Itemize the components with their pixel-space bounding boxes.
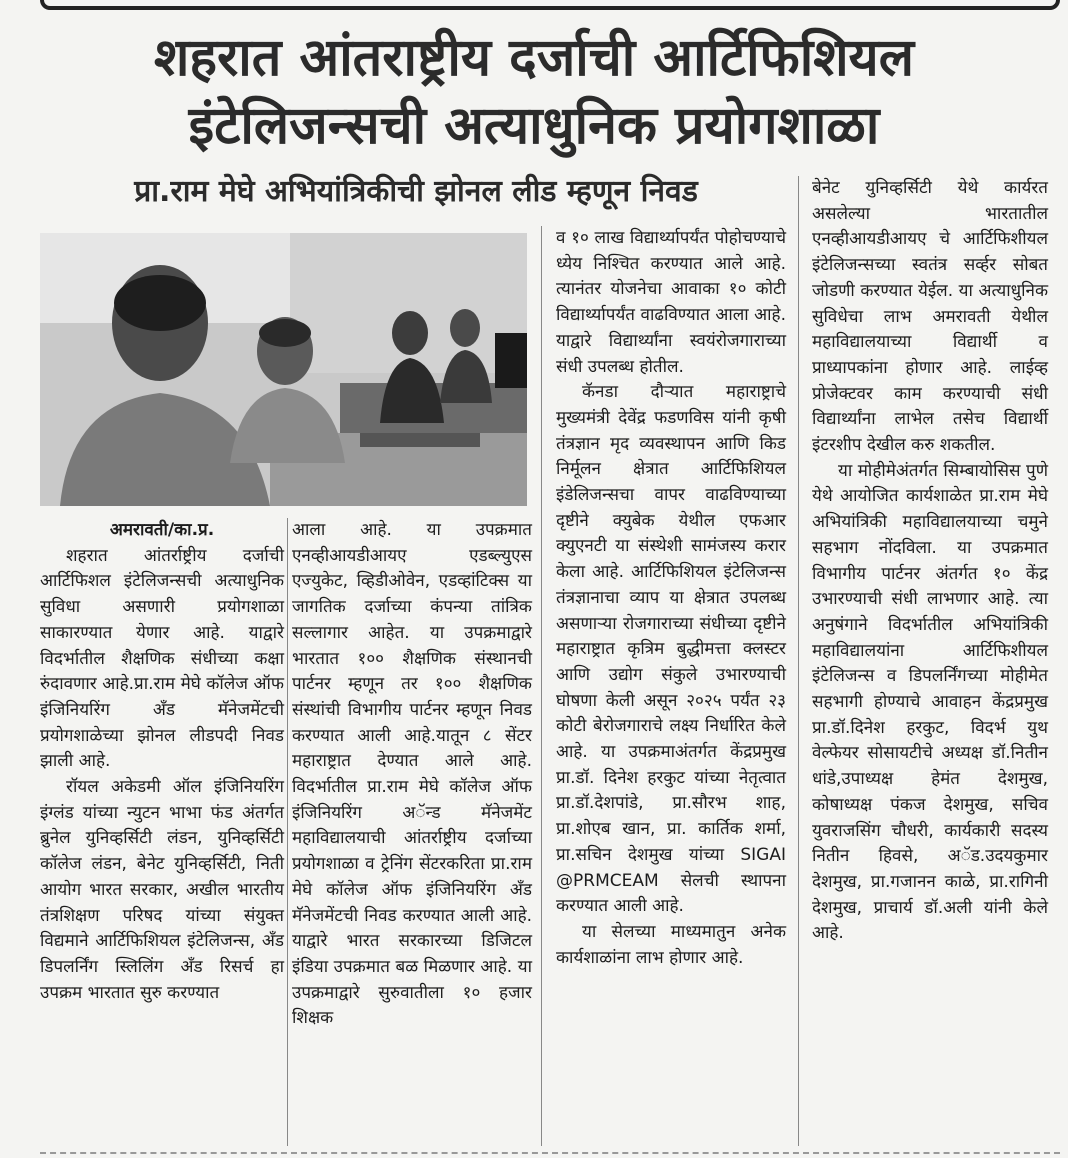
article-column-2 xyxy=(292,518,532,1032)
paragraph: शहरात आंतर्राष्ट्रीय दर्जाची आर्टिफिशल इंटेलिजन्सची अत्याधुनिक सुविधा असणारी प्रयोगशाळा साकारण्यात येणार आहे. याद्वारे विदर्भातील शैक्षणिक संधीच्या कक्षा रुंदावणार आहे.प्रा.राम मेघे कॉलेज ऑफ इंजिनियरिंग अँड मॅनेजमेंटची प्रयोगशाळेच्या झोनल लीडपदी निवड झाली आहे. xyxy=(40,545,284,772)
paragraph: बेनेट युनिव्हर्सिटी येथे कार्यरत असलेल्या भारतातील एनव्हीआयडीआयए चे आर्टिफिशीयल इंटेलिजन्सच्या स्वतंत्र सर्व्हर सोबत जोडणी करण्यात येईल. या अत्याधुनिक सुविधेचा लाभ अमरावती येथील महाविद्यालयाच्या विद्यार्थी व प्राध्यापकांना होणार आहे. लाईव्ह प्रोजेक्टवर काम करण्याची संधी विद्यार्थ्यांना लाभेल तसेच विद्यार्थी इंटरशीप देखील करु शकतील. xyxy=(812,178,1048,456)
column-divider xyxy=(798,176,799,1146)
article-column-3 xyxy=(556,226,786,971)
article-photo xyxy=(40,233,527,506)
column-divider xyxy=(541,226,542,1146)
column-divider xyxy=(287,518,288,1146)
dateline: अमरावती/का.प्र. xyxy=(109,520,215,540)
bottom-cut-line xyxy=(40,1152,1060,1154)
headline-line-2: इंटेलिजन्सची अत्याधुनिक प्रयोगशाळा xyxy=(188,96,880,156)
article-column-1 xyxy=(40,518,284,1006)
photo-illustration xyxy=(40,233,527,506)
article-column-4 xyxy=(812,176,1048,947)
paragraph: या सेलच्या माध्यमातुन अनेक कार्यशाळांना लाभ होणार आहे. xyxy=(556,921,786,968)
headline-line-1: शहरात आंतराष्ट्रीय दर्जाची आर्टिफिशियल xyxy=(154,28,914,88)
paragraph: व १० लाख विद्यार्थ्यापर्यंत पोहोचण्याचे ध्येय निश्चित करण्यात आले आहे. त्यानंतर योजनेचा आवाका १० कोटी विद्यार्थ्यापर्यंत वाढविण्यात आला आहे. याद्वारे विद्यार्थ्यांना स्वयंरोजगाराच्या संधी उपलब्ध होतील. xyxy=(556,228,786,377)
paragraph: या मोहीमेअंतर्गत सिम्बायोसिस पुणे येथे आयोजित कार्यशाळेत प्रा.राम मेघे अभियांत्रिकी महाविद्यालयाच्या चमुने सहभाग नोंदविला. या उपक्रमात विभागीय पार्टनर अंतर्गत १० केंद्र उभारण्याची संधी लाभणार आहे. त्या अनुषंगाने विदर्भातील अभियांत्रिकी महाविद्यालयांना आर्टिफिशीयल इंटेलिजन्स व डिपलर्निंगच्या मोहीमेत सहभागी होण्याचे आवाहन केंद्रप्रमुख प्रा.डॉ.दिनेश हरकुट, विदर्भ युथ वेल्फेयर सोसायटीचे अध्यक्ष डॉ.नितीन धांडे,उपाध्यक्ष हेमंत देशमुख, कोषाध्यक्ष पंकज देशमुख, सचिव युवराजसिंग चौधरी, कार्यकारी सदस्य नितीन हिवसे, अॅड.उदयकुमार देशमुख, प्रा.गजानन काळे, प्रा.रागिनी देशमुख, प्राचार्य डॉ.अली यांनी केले आहे. xyxy=(812,460,1048,944)
subheadline: प्रा.राम मेघे अभियांत्रिकीची झोनल लीड म्हणून निवड xyxy=(134,174,698,209)
paragraph: रॉयल अकेडमी ऑल इंजिनियरिंग इंग्लंड यांच्या न्युटन भाभा फंड अंतर्गत ब्रुनेल युनिव्हर्सिटी लंडन, युनिव्हर्सिटी कॉलेज लंडन, बेनेट युनिव्हर्सिटी, निती आयोग भारत सरकार, अखील भारतीय तंत्रशिक्षण परिषद यांच्या संयुक्त विद्यमाने आर्टिफिशियल इंटेलिजन्स, अँड डिपलर्निंग स्लिलिंग अँड रिसर्च हा उपक्रम भारतात सुरु करण्यात xyxy=(40,777,284,1003)
paragraph: आला आहे. या उपक्रमात एनव्हीआयडीआयए एडब्ल्युएस एज्युकेट, व्हिडीओवेन, एडव्हांटिक्स या जागतिक दर्जाच्या कंपन्या तांत्रिक सल्लागार आहेत. या उपक्रमाद्वारे भारतात १०० शैक्षणिक संस्थानची पार्टनर म्हणून तर १०० शैक्षणिक संस्थांची विभागीय पार्टनर म्हणून निवड करण्यात आली आहे.यातून ८ सेंटर महाराष्ट्रात देण्यात आले आहे. विदर्भातील प्रा.राम मेघे कॉलेज ऑफ इंजिनियरिंग अॅन्ड मॅनेजमेंट महाविद्यालयाची आंतर्राष्ट्रीय दर्जाच्या प्रयोगशाळा व ट्रेनिंग सेंटरकरिता प्रा.राम मेघे कॉलेज ऑफ इंजिनियरिंग अँड मॅनेजमेंटची निवड करण्यात आली आहे. याद्वारे भारत सरकारच्या डिजिटल इंडिया उपक्रमात बळ मिळणार आहे. या उपक्रमाद्वारे सुरुवातीला १० हजार शिक्षक xyxy=(292,520,532,1029)
paragraph: कॅनडा दौऱ्यात महाराष्ट्राचे मुख्यमंत्री देवेंद्र फडणविस यांनी कृषी तंत्रज्ञान मृद व्यवस्थापन आणि किड निर्मूलन क्षेत्रात आर्टिफिशियल इंडेलिजन्सचा वापर वाढविण्याच्या दृष्टीने क्युबेक येथील एफआर क्युएनटी या संस्थेशी सामंजस्य करार केला आहे. आर्टिफिशियल इंटेलिजन्स तंत्रज्ञानाचा व्याप या क्षेत्रात उपलब्ध असणाऱ्या रोजगाराच्या संधीच्या दृष्टीने महाराष्ट्रात कृत्रिम बुद्धीमत्ता क्लस्टर आणि उद्योग संकुले उभारण्याची घोषणा केली असून २०२५ पर्यंत २३ कोटी बेरोजगाराचे लक्ष्य निर्धारित केले आहे. या उपक्रमाअंतर्गत केंद्रप्रमुख प्रा.डॉ. दिनेश हरकुट यांच्या नेतृत्वात प्रा.डॉ.देशपांडे, प्रा.सौरभ शाह, प्रा.शोएब खान, प्रा. कार्तिक शर्मा, प्रा.सचिन देशमुख यांच्या SIGAI @PRMCEAM सेलची स्थापना करण्यात आली आहे. xyxy=(556,382,786,917)
top-frame xyxy=(40,0,1060,10)
